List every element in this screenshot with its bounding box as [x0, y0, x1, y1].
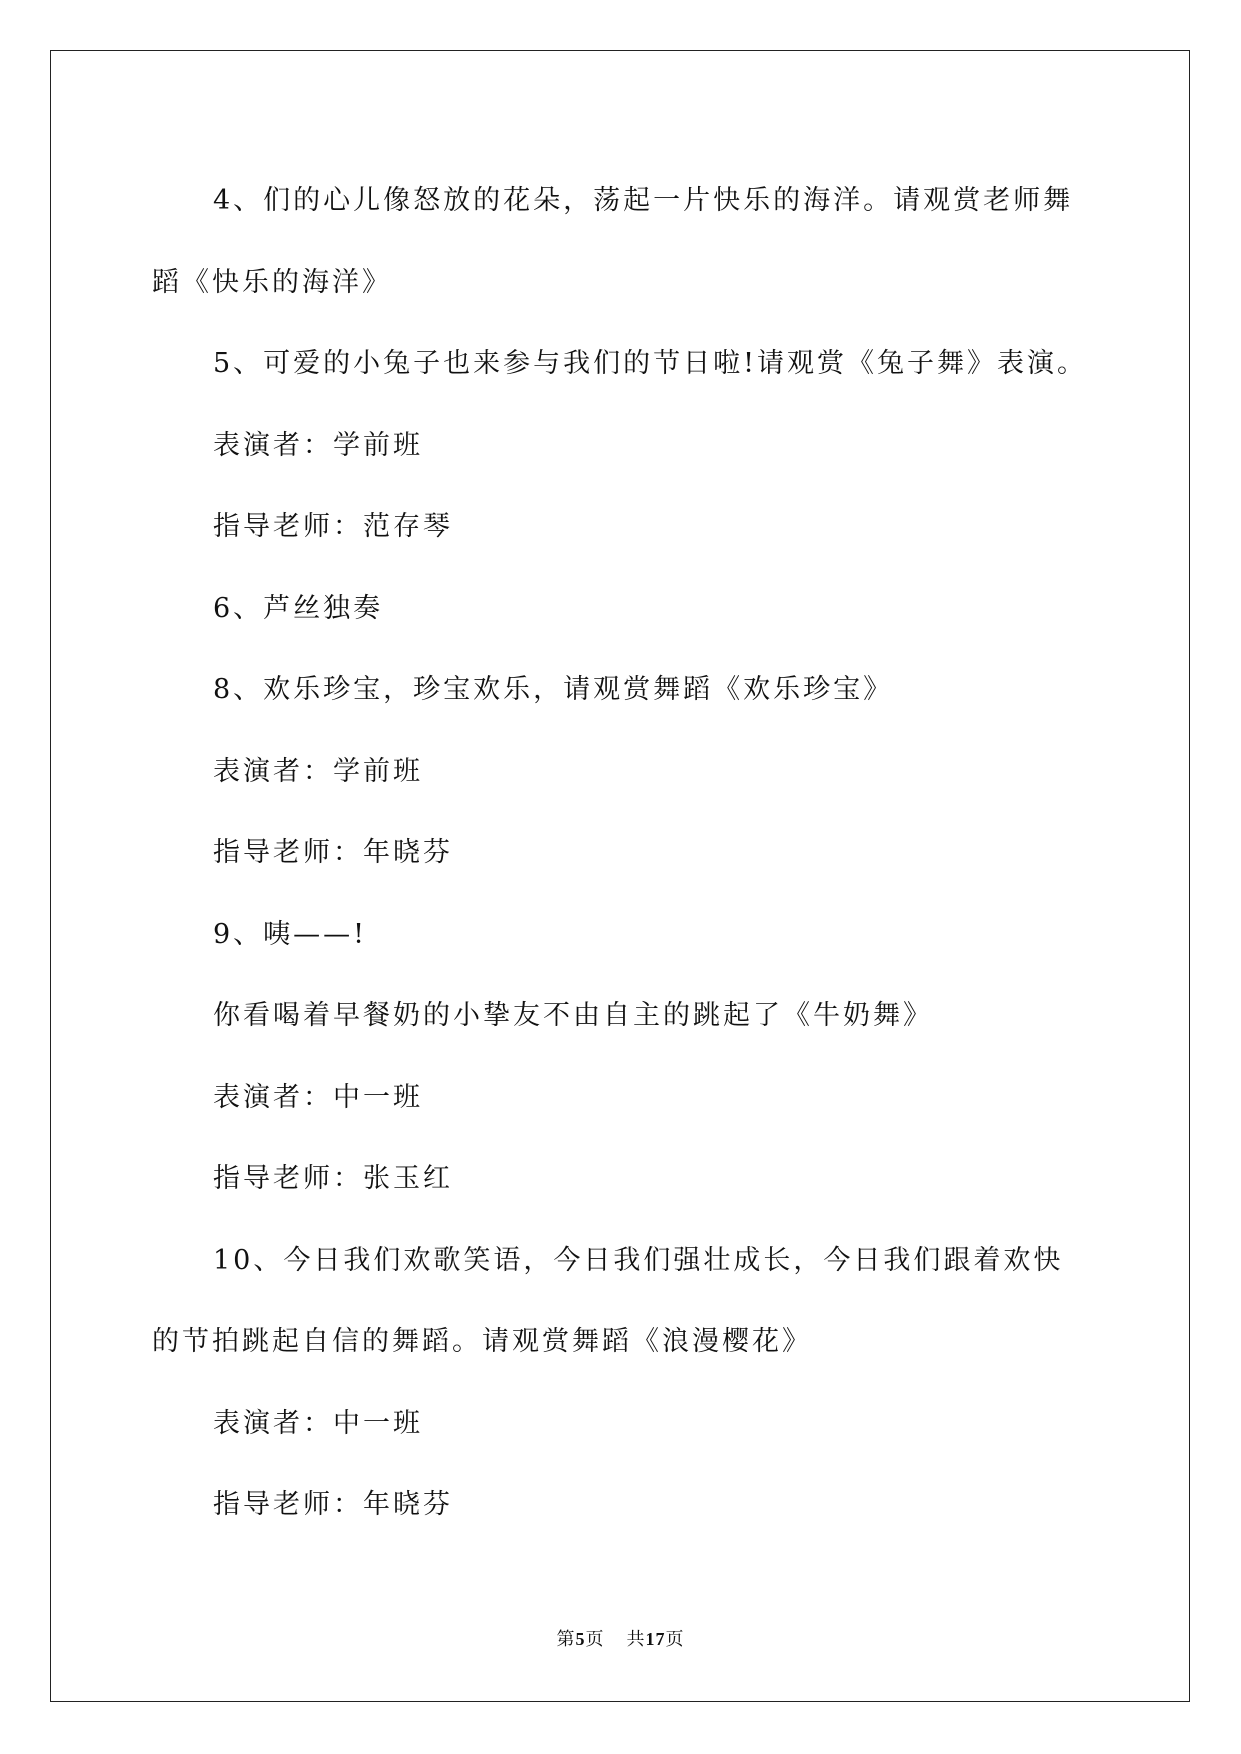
performer-line: 表演者：中一班 — [213, 1081, 423, 1113]
instructor-line: 指导老师：年晓芬 — [213, 837, 453, 868]
performer-line: 表演者：中一班 — [213, 1407, 423, 1439]
paragraph-item-5: 5、可爱的小兔子也来参与我们的节日啦!请观赏《兔子舞》表演。 — [213, 348, 1088, 379]
page-prefix: 第 — [556, 1629, 576, 1649]
performer-line: 表演者：学前班 — [213, 755, 423, 787]
paragraph-item-4-line-1: 4、们的心儿像怒放的花朵，荡起一片快乐的海洋。请观赏老师舞 — [213, 185, 1074, 216]
document-body — [152, 160, 1092, 1546]
paragraph-item-6: 6、芦丝独奏 — [213, 592, 384, 624]
total-pages: 17 — [645, 1629, 666, 1649]
paragraph-item-10-line-1: 10、今日我们欢歌笑语，今日我们强壮成长，今日我们跟着欢快 — [213, 1244, 1064, 1276]
instructor-line: 指导老师：年晓芬 — [213, 1489, 453, 1520]
paragraph-milk-dance: 你看喝着早餐奶的小挚友不由自主的跳起了《牛奶舞》 — [213, 1000, 933, 1031]
instructor-line: 指导老师：范存琴 — [213, 511, 453, 542]
instructor-line: 指导老师：张玉红 — [213, 1163, 453, 1194]
paragraph-item-4-line-2: 蹈《快乐的海洋》 — [152, 266, 392, 298]
page-footer — [0, 1625, 1241, 1651]
total-prefix: 共 — [626, 1629, 646, 1649]
paragraph-item-9: 9、咦——! — [213, 918, 368, 950]
total-suffix: 页 — [665, 1629, 685, 1649]
page-number: 5 — [575, 1629, 586, 1649]
paragraph-item-10-line-2: 的节拍跳起自信的舞蹈。请观赏舞蹈《浪漫樱花》 — [152, 1326, 812, 1357]
paragraph-item-8: 8、欢乐珍宝，珍宝欢乐，请观赏舞蹈《欢乐珍宝》 — [213, 674, 894, 705]
performer-line: 表演者：学前班 — [213, 429, 423, 461]
page-suffix: 页 — [585, 1629, 605, 1649]
